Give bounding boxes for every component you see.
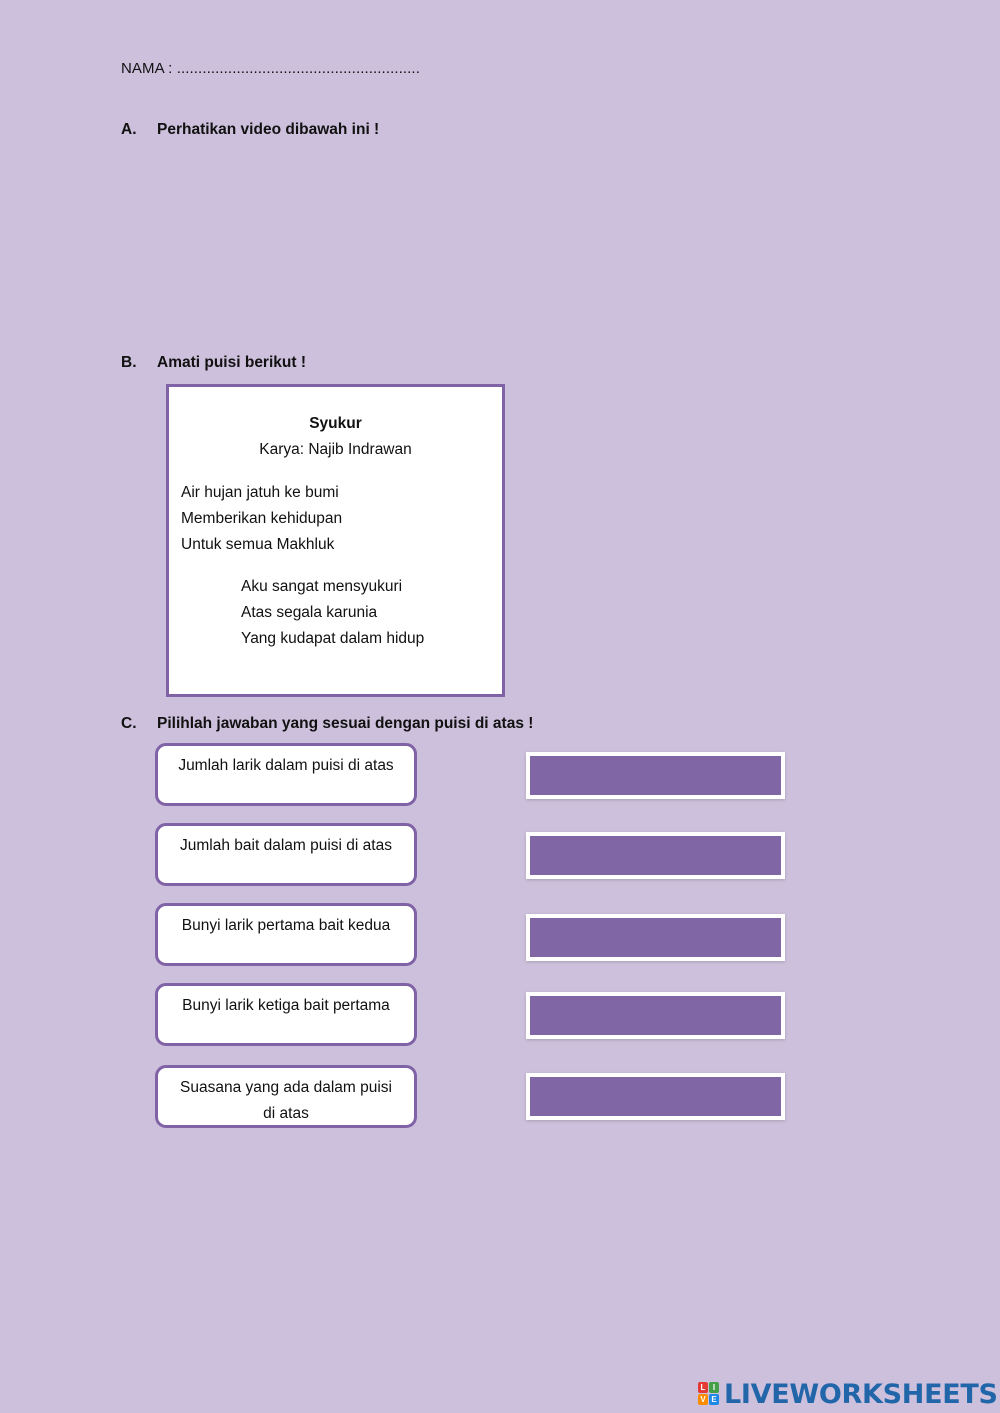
poem-author: Karya: Najib Indrawan <box>259 441 412 458</box>
poem-line: Aku sangat mensyukuri <box>241 578 403 595</box>
answer-dropzone-1[interactable] <box>526 752 785 799</box>
section-a-letter: A. <box>121 121 137 138</box>
section-a-title: Perhatikan video dibawah ini ! <box>157 121 380 138</box>
poem-stanza-1 <box>181 480 342 558</box>
logo-letter-i: I <box>709 1382 719 1393</box>
answer-fill <box>530 1077 781 1116</box>
section-b-letter: B. <box>121 354 137 371</box>
answer-fill <box>530 996 781 1035</box>
poem-title: Syukur <box>309 415 362 432</box>
poem-line: Air hujan jatuh ke bumi <box>181 484 339 501</box>
poem-box <box>166 384 505 697</box>
section-b-title: Amati puisi berikut ! <box>157 354 306 371</box>
question-box-3: Bunyi larik pertama bait kedua <box>155 903 417 966</box>
answer-fill <box>530 836 781 875</box>
logo-letter-e: E <box>709 1394 719 1405</box>
liveworksheets-logo-icon <box>698 1382 720 1406</box>
logo-letter-l: L <box>698 1382 708 1393</box>
logo-letter-v: V <box>698 1394 708 1405</box>
poem-line: Untuk semua Makhluk <box>181 536 335 553</box>
section-a-heading <box>121 121 521 143</box>
answer-dropzone-3[interactable] <box>526 914 785 961</box>
poem-line: Yang kudapat dalam hidup <box>241 630 425 647</box>
answer-dropzone-5[interactable] <box>526 1073 785 1120</box>
poem-stanza-2 <box>241 574 424 652</box>
section-c-heading <box>121 715 621 737</box>
liveworksheets-brand <box>698 1378 998 1410</box>
answer-fill <box>530 756 781 795</box>
poem-line: Memberikan kehidupan <box>181 510 343 527</box>
answer-fill <box>530 918 781 957</box>
section-b-heading <box>121 354 521 376</box>
answer-dropzone-2[interactable] <box>526 832 785 879</box>
question-box-4: Bunyi larik ketiga bait pertama <box>155 983 417 1046</box>
name-line: NAMA : ......................................................... <box>121 60 420 77</box>
answer-dropzone-4[interactable] <box>526 992 785 1039</box>
poem-line: Atas segala karunia <box>241 604 378 621</box>
section-c-title: Pilihlah jawaban yang sesuai dengan puisi di atas ! <box>157 715 534 732</box>
section-c-letter: C. <box>121 715 137 732</box>
question-box-5: Suasana yang ada dalam puisi di atas <box>155 1065 417 1128</box>
question-box-1: Jumlah larik dalam puisi di atas <box>155 743 417 806</box>
question-box-2: Jumlah bait dalam puisi di atas <box>155 823 417 886</box>
liveworksheets-wordmark: LIVEWORKSHEETS <box>724 1378 998 1410</box>
